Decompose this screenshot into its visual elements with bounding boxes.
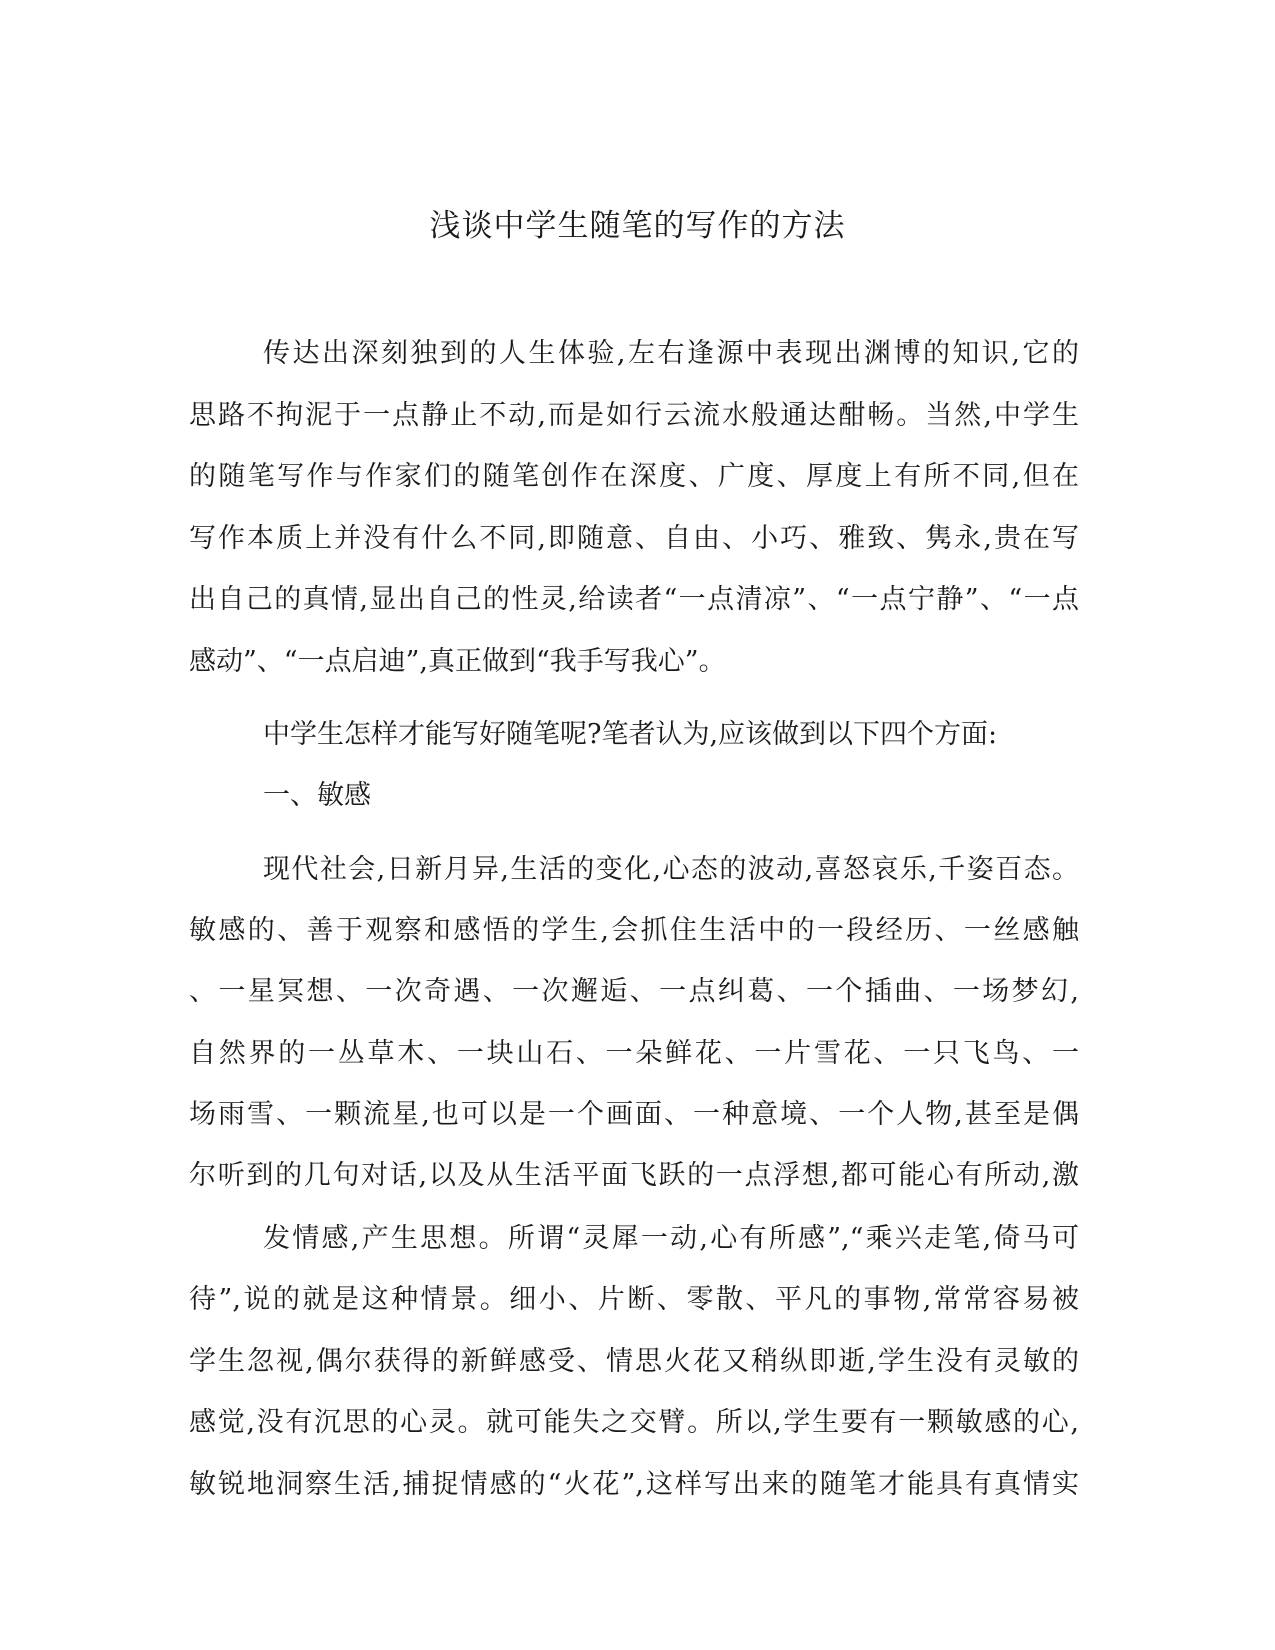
document-title: 浅谈中学生随笔的写作的方法 [429,208,846,244]
paragraph-line: 敏感的、善于观察和感悟的学生,会抓住生活中的一段经历、一丝感触 [189,915,1079,946]
paragraph-line: 敏锐地洞察生活,捕捉情感的“火花”,这样写出来的随笔才能具有真情实 [189,1469,1079,1500]
paragraph-line: 发情感,产生思想。所谓“灵犀一动,心有所感”,“乘兴走笔,倚马可 [263,1223,1079,1254]
paragraph-line: 场雨雪、一颗流星,也可以是一个画面、一种意境、一个人物,甚至是偶 [189,1099,1079,1130]
paragraph-line: 中学生怎样才能写好随笔呢?笔者认为,应该做到以下四个方面: [263,719,998,750]
paragraph-line: 待”,说的就是这种情景。细小、片断、零散、平凡的事物,常常容易被 [189,1284,1079,1315]
paragraph-line: 自然界的一丛草木、一块山石、一朵鲜花、一片雪花、一只飞鸟、一 [189,1038,1079,1069]
paragraph-line: 学生忽视,偶尔获得的新鲜感受、情思火花又稍纵即逝,学生没有灵敏的 [189,1346,1079,1377]
paragraph-line: 的随笔写作与作家们的随笔创作在深度、广度、厚度上有所不同,但在 [189,461,1079,492]
paragraph-line: 出自己的真情,显出自己的性灵,给读者“一点清凉”、“一点宁静”、“一点 [189,584,1079,615]
paragraph-line: 思路不拘泥于一点静止不动,而是如行云流水般通达酣畅。当然,中学生 [189,400,1079,431]
paragraph-line: 尔听到的几句对话,以及从生活平面飞跃的一点浮想,都可能心有所动,激 [189,1160,1079,1191]
paragraph-line: 现代社会,日新月异,生活的变化,心态的波动,喜怒哀乐,千姿百态。 [263,854,1079,885]
section-heading: 一、敏感 [263,780,371,811]
paragraph-line: 写作本质上并没有什么不同,即随意、自由、小巧、雅致、隽永,贵在写 [189,523,1079,554]
paragraph-line: 感觉,没有沉思的心灵。就可能失之交臂。所以,学生要有一颗敏感的心, [189,1407,1079,1438]
paragraph-line: 传达出深刻独到的人生体验,左右逢源中表现出渊博的知识,它的 [263,338,1079,369]
paragraph-line: 、一星冥想、一次奇遇、一次邂逅、一点纠葛、一个插曲、一场梦幻, [189,976,1079,1007]
paragraph-line: 感动”、“一点启迪”,真正做到“我手写我心”。 [189,646,726,677]
